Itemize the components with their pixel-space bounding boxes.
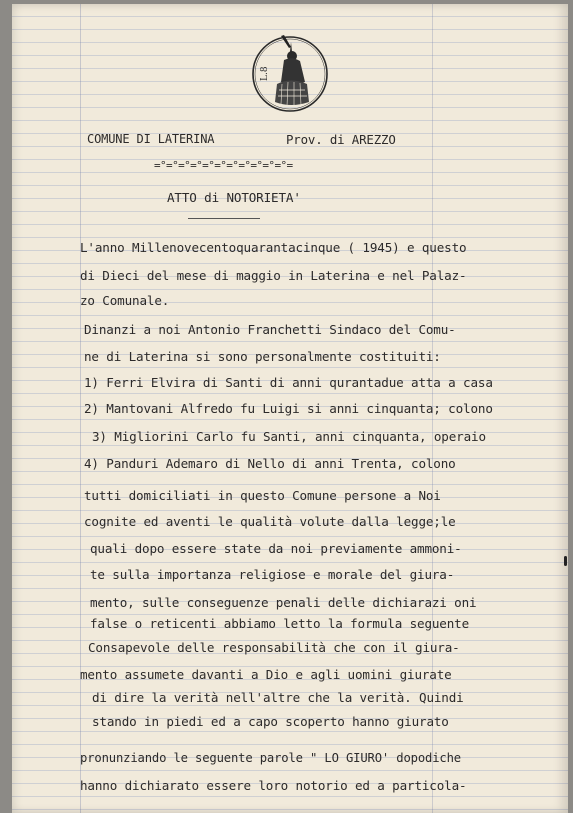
body-line-11: cognite ed aventi le qualità volute dalla legge;le <box>84 514 456 529</box>
body-line-18: di dire la verità nell'altre che la verità. Quindi <box>92 690 464 705</box>
document-page <box>12 4 568 813</box>
seal-label: L.8 <box>260 66 270 81</box>
body-line-12: quali dopo essere state da noi previamente ammoni- <box>90 541 462 556</box>
body-line-10: tutti domiciliati in questo Comune persone a Noi <box>84 488 441 503</box>
ink-mark <box>564 556 567 566</box>
witness-3: 3) Migliorini Carlo fu Santi, anni cinquanta, operaio <box>92 429 486 444</box>
witness-4: 4) Panduri Ademaro di Nello di anni Trenta, colono <box>84 456 456 471</box>
comune-heading: COMUNE DI LATERINA <box>87 132 215 146</box>
body-line-4: Dinanzi a noi Antonio Franchetti Sindaco del Comu- <box>84 322 456 337</box>
body-line-5: ne di Laterina si sono personalmente costituiti: <box>84 349 441 364</box>
body-line-17: mento assumete davanti a Dio e agli uomini giurate <box>80 667 452 682</box>
municipal-seal-stamp <box>251 30 329 114</box>
body-line-20: pronunziando le seguente parole " LO GIURO' dopodiche <box>80 751 461 765</box>
body-line-3: zo Comunale. <box>80 293 170 308</box>
title-underline <box>188 218 260 219</box>
ornament-divider: =°=°=°=°=°=°=°=°=°=°=°= <box>154 159 293 172</box>
body-line-2: di Dieci del mese di maggio in Laterina e nel Palaz- <box>80 268 467 283</box>
body-line-14: mento, sulle conseguenze penali delle dichiarazi oni <box>90 595 477 610</box>
body-line-13: te sulla importanza religiose e morale del giura- <box>90 567 455 582</box>
body-line-1: L'anno Millenovecentoquarantacinque ( 1945) e questo <box>80 240 467 255</box>
witness-2: 2) Mantovani Alfredo fu Luigi si anni cinquanta; colono <box>84 401 493 416</box>
body-line-15: false o reticenti abbiamo letto la formula seguente <box>90 616 470 631</box>
body-line-21: hanno dichiarato essere loro notorio ed a particola- <box>80 778 467 793</box>
body-line-16: Consapevole delle responsabilità che con il giura- <box>88 640 460 655</box>
witness-1: 1) Ferri Elvira di Santi di anni qurantadue atta a casa <box>84 375 493 390</box>
provincia-heading: Prov. di AREZZO <box>286 132 396 147</box>
body-line-19: stando in piedi ed a capo scoperto hanno giurato <box>92 714 449 729</box>
document-title: ATTO di NOTORIETA' <box>167 190 301 205</box>
